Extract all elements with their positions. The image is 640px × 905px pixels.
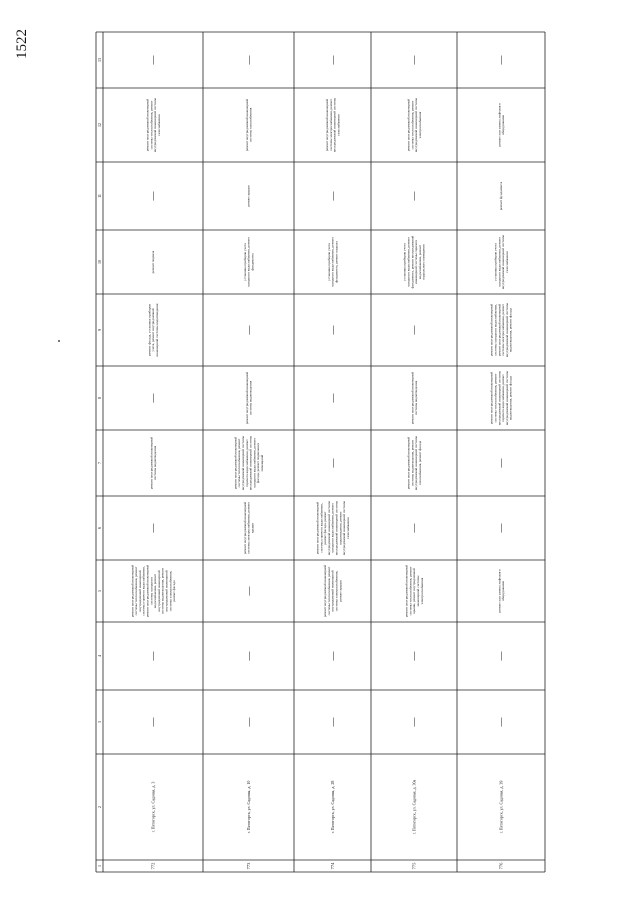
empty-dash — [148, 717, 158, 728]
work-description — [130, 565, 176, 617]
row-number-text: 776 — [498, 862, 504, 870]
empty-dash-text: — — [496, 651, 507, 661]
row-address — [498, 781, 504, 834]
empty-dash — [409, 523, 419, 534]
empty-dash-text: — — [327, 651, 338, 661]
work-description — [145, 97, 160, 152]
empty-dash-text: — — [327, 325, 338, 335]
empty-dash-text: — — [327, 717, 338, 727]
work-description — [490, 370, 514, 425]
column-number-text: 3 — [96, 721, 102, 723]
column-number — [97, 329, 102, 331]
work-description — [247, 185, 251, 206]
row-number — [499, 862, 504, 870]
row-address — [246, 781, 252, 834]
work-description — [149, 437, 157, 489]
empty-dash — [328, 717, 338, 728]
work-description-text: ремонт внутридомовой инженернойсистемы теплоснабжения, ремонтвнутридомовой инженерной системыгорячего водоснабжения, ремонтвнутридомовой инженерной системыводоотведения, ремонт фасада — [489, 370, 513, 426]
column-number-text: 7 — [96, 462, 102, 464]
empty-dash-text: — — [327, 393, 338, 403]
column-number — [97, 865, 102, 867]
row-number-text: 773 — [246, 862, 252, 870]
row-number-text: 772 — [150, 862, 156, 870]
empty-dash — [496, 717, 506, 728]
row-address — [411, 779, 417, 834]
empty-dash-text: — — [327, 191, 338, 201]
work-description-text: ремонт внутридомовой инженернойсистемы теплоснабжения, ремонтвнутридомовой инженернойсистемы электроснабжения,ремонт крыши — [323, 564, 343, 618]
column-number-text: 11 — [96, 194, 102, 198]
column-number-text: 12 — [96, 123, 102, 127]
work-description-text: ремонт или замена лифтовогооборудования — [497, 569, 506, 613]
work-description — [243, 237, 255, 287]
work-description — [327, 237, 340, 287]
work-description-text: ремонт внутридомовой инженернойсистемы водоотведения — [244, 371, 253, 425]
column-number — [97, 527, 102, 529]
empty-dash-text: — — [243, 55, 254, 65]
row-number-text: 775 — [411, 862, 417, 870]
empty-dash-text: — — [409, 55, 420, 65]
empty-dash — [148, 55, 158, 66]
empty-dash — [244, 325, 254, 336]
work-description — [315, 500, 349, 555]
empty-dash-text: — — [243, 325, 254, 335]
work-description-text: ремонт или замена лифтовогооборудования — [497, 103, 506, 147]
work-description — [499, 181, 503, 210]
empty-dash — [409, 325, 419, 336]
row-number — [412, 862, 417, 870]
empty-dash-text: — — [243, 717, 254, 727]
work-description — [243, 502, 255, 555]
work-description-text: ремонт внутридомовой инженернойсистемы газоснабжения — [244, 98, 253, 152]
row-address-text: г. Пятигорск, ул. Садовая, д. 3 — [150, 781, 156, 833]
column-number — [97, 655, 102, 657]
empty-dash-text: — — [148, 717, 159, 727]
empty-dash — [409, 55, 419, 66]
work-description — [245, 372, 253, 424]
empty-dash-text: — — [148, 191, 159, 201]
work-description — [497, 569, 505, 612]
empty-dash-text: — — [327, 458, 338, 468]
row-number — [246, 862, 251, 870]
row-number — [330, 862, 335, 870]
work-description — [406, 97, 421, 152]
column-number-text: 13 — [96, 58, 102, 62]
column-number-text: 6 — [96, 527, 102, 529]
empty-dash — [409, 717, 419, 728]
column-number-text: 10 — [96, 260, 102, 264]
work-description-text: ремонт внутридомовой инженернойсистемы теплоснабжения, ремонтвнутридомовой инженерной системыэлектроснабжения — [406, 97, 422, 153]
empty-dash — [328, 191, 338, 202]
empty-dash — [409, 191, 419, 202]
empty-dash-text: — — [409, 191, 420, 201]
empty-dash-text: — — [409, 523, 420, 533]
empty-dash — [148, 523, 158, 534]
empty-dash-text: — — [243, 586, 254, 596]
empty-dash-text: — — [243, 651, 254, 661]
empty-dash-text: — — [496, 717, 507, 727]
work-description — [497, 103, 505, 146]
empty-dash — [244, 651, 254, 662]
work-description-text: ремонт внутридомовой инженернойсистемы горячего водоснабжения,ремонт фасада, ремонтвнутридомовой инженерной системыхолодного водоснабжения, ремонтвнутридомовой инженерной системыводоотведения, ремонтвнутридомовой инженерной системыгазоснабжения — [315, 500, 350, 556]
work-description-text: ремонт внутридомовой инженернойсистемы водоотведения — [149, 436, 158, 490]
column-number — [97, 806, 102, 808]
column-number — [97, 58, 102, 62]
column-number-text: 8 — [96, 397, 102, 399]
work-description-text: ремонт внутридомовой инженернойсистемы водоотведения, ремонтвнутридомовой инженерной системыгазоснабжения, ремонт фасада — [406, 435, 422, 491]
empty-dash — [328, 325, 338, 336]
work-description-text: ремонт фундамента — [499, 181, 504, 211]
empty-dash — [328, 651, 338, 662]
column-number — [97, 123, 102, 127]
work-description-text: установка приборов учетахолодного водоснабжения, ремонтвнутридомовой инженерной системыгазоснабжения — [493, 234, 509, 290]
empty-dash — [328, 55, 338, 66]
work-description — [323, 565, 342, 617]
column-number — [97, 260, 102, 264]
row-number-text: 774 — [330, 862, 336, 870]
work-description-text: ремонт внутридомовой инженернойсистемы электроснабжения, ремонтвнутридомовой инженерной системыгазоснабжения — [324, 97, 341, 153]
empty-dash-text: — — [148, 55, 159, 65]
work-description-text: ремонт фасада, установка приборовучета, ремонт внутридомовойинженерной системы водоотведения — [147, 303, 159, 357]
empty-dash — [244, 55, 254, 66]
page-number: 1522 — [14, 29, 30, 59]
empty-dash — [496, 55, 506, 66]
work-description-text: ремонт внутридомовой инженернойсистемы теплоснабжения, ремонтвнутридомовой инженерной системыгазоснабжения — [145, 97, 161, 153]
empty-dash — [148, 651, 158, 662]
row-address-text: г. Пятигорск, ул. Садовая, д. 10 — [245, 780, 251, 834]
work-description — [325, 97, 340, 152]
work-description — [405, 565, 424, 617]
work-description — [410, 372, 418, 424]
empty-dash — [244, 586, 254, 597]
work-description-text: ремонт внутридомовой инженернойсистемы теплоснабжения, ремонткрыши, ремонт внутридомовойинженерной системыэлектроснабжения — [404, 564, 424, 618]
work-description — [233, 435, 264, 490]
work-description — [245, 99, 253, 151]
empty-dash-text: — — [327, 55, 338, 65]
column-number — [97, 194, 102, 198]
empty-dash — [496, 523, 506, 534]
row-address — [150, 782, 156, 833]
row-address-text: г. Пятигорск, ул. Садовая, д. 28 — [329, 780, 335, 834]
column-number — [97, 397, 102, 399]
empty-dash-text: — — [496, 523, 507, 533]
empty-dash-text: — — [148, 393, 159, 403]
empty-dash-text: — — [409, 325, 420, 335]
empty-dash — [328, 393, 338, 404]
column-number-text: 5 — [96, 590, 102, 592]
work-description-text: ремонт крыши — [246, 185, 251, 207]
work-description-text: ремонт внутридомовой инженернойсистемы холодного водоснабжения,ремонт внутридомовой инженернойсистемы электроснабжения, ремонтвнутридомовой инженерной системыводоотведения, ремонт фасада — [489, 302, 513, 358]
empty-dash — [148, 191, 158, 202]
empty-dash-text: — — [496, 458, 507, 468]
table-grid — [96, 32, 545, 872]
column-number — [97, 721, 102, 723]
work-description-text: установка приборов учетахолодного водоснабжения, ремонтфундамента, ремонт подвала — [326, 237, 339, 287]
empty-dash-text: — — [496, 55, 507, 65]
work-description-text: установка приборов учетахолодного водоснабжения, ремонтфундамента, ремонт внутридомовойинженерной системы горячеговодоснабжения, ремонтподвального помещения — [402, 235, 426, 289]
row-number — [151, 863, 156, 870]
empty-dash — [148, 393, 158, 404]
empty-dash-text: — — [409, 717, 420, 727]
row-address — [330, 781, 336, 834]
work-description-text: ремонт внутридомовой инженернойсистемы водоотведения — [410, 371, 419, 425]
empty-dash — [244, 717, 254, 728]
empty-dash — [409, 651, 419, 662]
table-cells — [97, 55, 514, 870]
work-description — [490, 302, 514, 357]
column-number-text: 9 — [96, 329, 102, 331]
column-number-text: 2 — [96, 806, 102, 808]
work-description — [403, 235, 426, 288]
work-description — [151, 250, 155, 273]
column-number — [97, 590, 102, 592]
column-number-text: 1 — [96, 865, 102, 867]
work-description-text: ремонт внутридомовой инженернойсистемы теплоснабжения, ремонтвнутридомовой инженернойсистемы горячего водоснабжения,ремонт внутридомовой инженернойсистемы холодноговодоснабжения, ремонтвнутридомовой инженернойсистемы водоотведения, ремонтвнутридомовой инженернойсистемы электроснабжения,ремонт фасада — [130, 564, 177, 618]
row-address-text: г. Пятигорск, ул. Садовая, д. 30а — [411, 779, 417, 835]
work-description-text: ремонт внутридомовой инженернойсистемы теплоснабжения, ремонтвнутридомовой инженерной системыгорячего водоснабжения, ремонтвнутридомовой инженерной системыхолодного водоснабжения, ремонтфасада, ремонт подвальныхпомещений — [233, 435, 265, 491]
row-address-text: г. Пятигорск, ул. Садовая, д. 39 — [498, 780, 504, 834]
empty-dash — [328, 458, 338, 469]
work-description — [406, 435, 422, 490]
work-description-text: ремонт подвала — [151, 250, 156, 274]
empty-dash — [496, 651, 506, 662]
empty-dash-text: — — [409, 651, 420, 661]
empty-dash-text: — — [148, 651, 159, 661]
empty-dash-text: — — [148, 523, 159, 533]
work-description-text: ремонт внутридомовой инженернойсистемы электроснабжения, ремонткрыши — [242, 501, 255, 555]
work-description-text: установка приборов учетахолодного водоснабжения, ремонтфундамента — [242, 237, 255, 287]
work-description — [147, 303, 159, 356]
work-description — [493, 234, 508, 289]
column-number-text: 4 — [96, 655, 102, 657]
empty-dash — [496, 458, 506, 469]
column-number — [97, 462, 102, 464]
